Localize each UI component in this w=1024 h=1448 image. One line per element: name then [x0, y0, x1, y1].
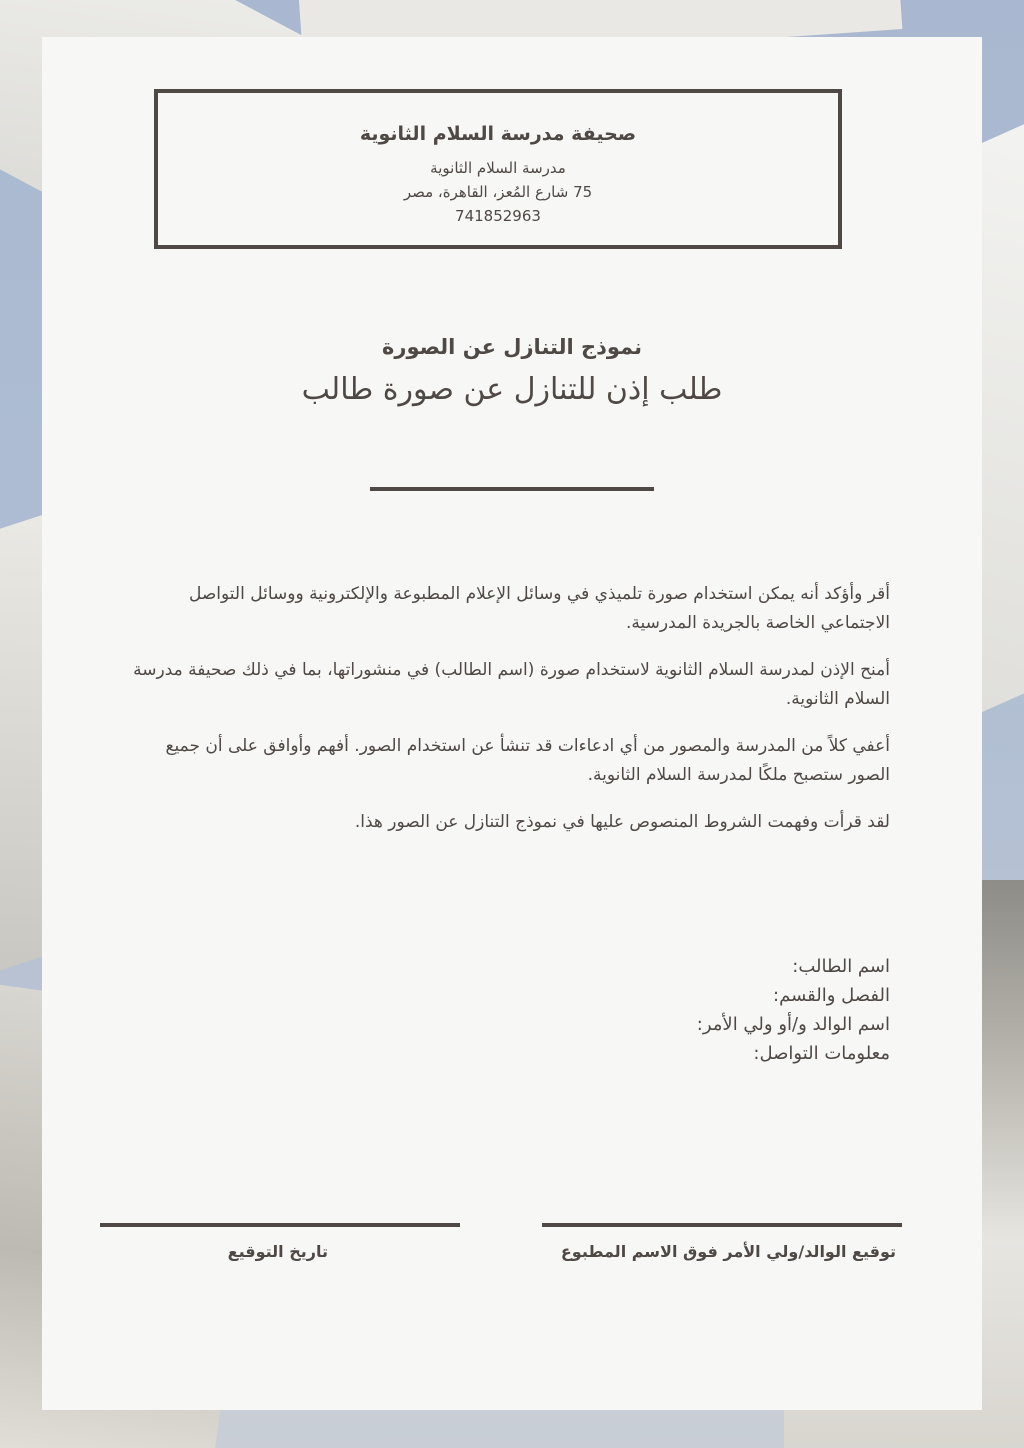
school-address: 75 شارع المُعز، القاهرة، مصر	[403, 183, 593, 201]
consent-paragraph: أمنح الإذن لمدرسة السلام الثانوية لاستخدام صورة (اسم الطالب) في منشوراتها، بما في ذلك صحيفة مدرسة السلام الثانوية.	[133, 660, 890, 709]
newspaper-name: صحيفة مدرسة السلام الثانوية	[359, 123, 637, 145]
form-title: نموذج التنازل عن الصورة	[381, 335, 643, 359]
title-divider	[370, 487, 654, 491]
class-section-field: الفصل والقسم:	[773, 985, 890, 1006]
school-phone: 741852963	[455, 207, 541, 225]
parent-signature-line	[542, 1223, 902, 1227]
document-page	[42, 37, 982, 1410]
consent-body	[120, 580, 890, 855]
consent-paragraph: لقد قرأت وفهمت الشروط المنصوص عليها في نموذج التنازل عن الصور هذا.	[354, 812, 890, 832]
signature-date-label: تاريخ التوقيع	[227, 1242, 328, 1261]
parent-name-field: اسم الوالد و/أو ولي الأمر:	[696, 1014, 890, 1035]
student-name-field: اسم الطالب:	[792, 956, 890, 977]
student-info-fields	[490, 952, 890, 1068]
consent-paragraph: أقر وأؤكد أنه يمكن استخدام صورة تلميذي في وسائل الإعلام المطبوعة والإلكترونية ووسائل التواصل الاجتماعي الخاصة بالجريدة المدرسية.	[188, 584, 890, 633]
contact-info-field: معلومات التواصل:	[753, 1043, 890, 1064]
form-subtitle: طلب إذن للتنازل عن صورة طالب	[301, 372, 723, 407]
school-name: مدرسة السلام الثانوية	[430, 159, 566, 177]
signature-date-line	[100, 1223, 460, 1227]
letterhead-box	[154, 89, 842, 249]
parent-signature-label: توقيع الوالد/ولي الأمر فوق الاسم المطبوع	[560, 1242, 896, 1261]
consent-paragraph: أعفي كلاً من المدرسة والمصور من أي ادعاءات قد تنشأ عن استخدام الصور. أفهم وأوافق على أن جميع الصور ستصبح ملكًا لمدرسة السلام الثانوية.	[165, 736, 890, 785]
